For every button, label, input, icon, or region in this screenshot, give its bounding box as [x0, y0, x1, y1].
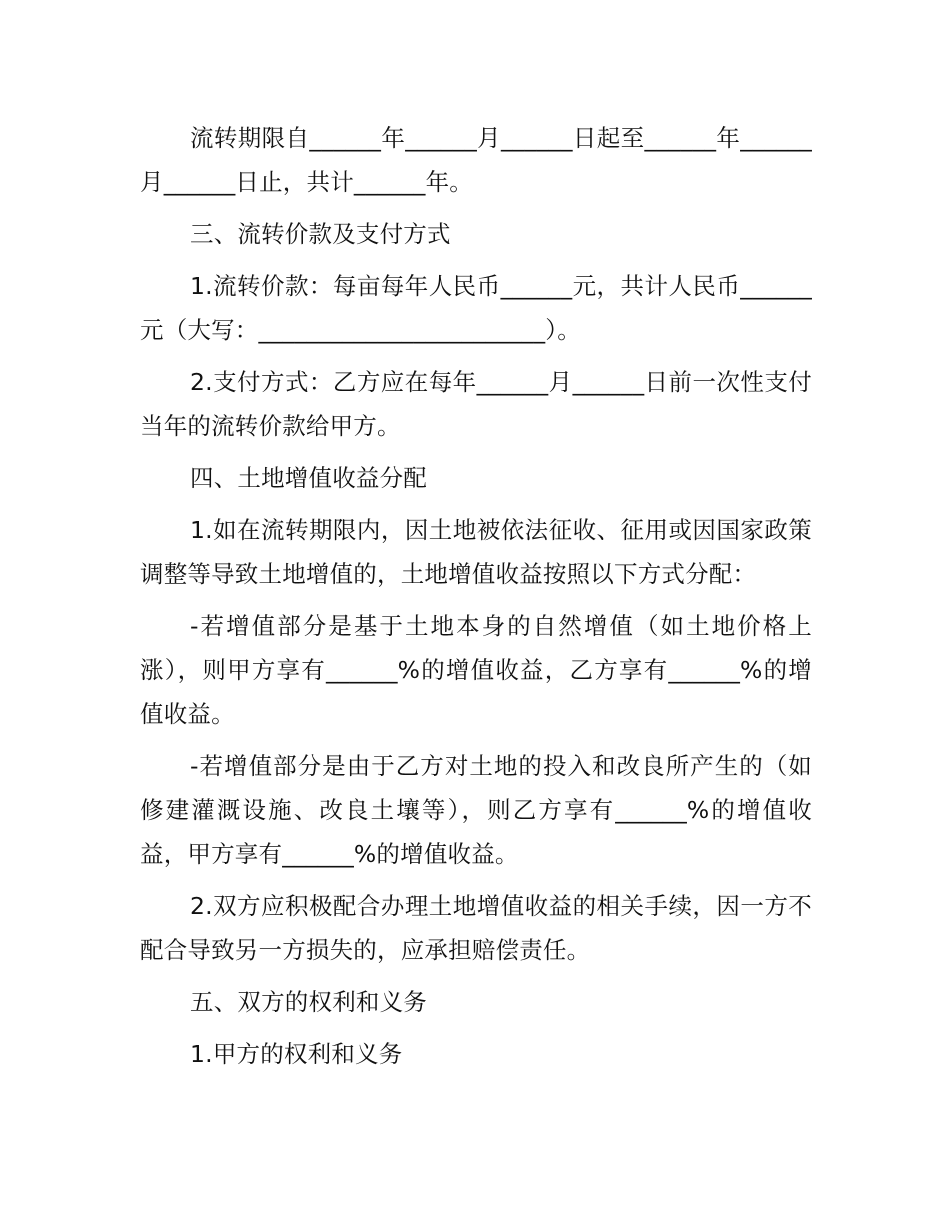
paragraph-payment-method: 2.支付方式：乙方应在每年______月______日前一次性支付当年的流转价款给甲方。 [140, 368, 812, 440]
section-heading-value-added-income: 四、土地增值收益分配 [190, 464, 427, 492]
document-page [140, 116, 812, 1084]
paragraph-natural-appreciation: -若增值部分是基于土地本身的自然增值（如土地价格上涨），则甲方享有______%的增值收益，乙方享有______%的增值收益。 [140, 612, 812, 728]
section-heading-price-payment: 三、流转价款及支付方式 [190, 220, 451, 248]
paragraph-transfer-period: 流转期限自______年______月______日起至______年______月______日止，共计______年。 [140, 124, 812, 196]
paragraph-improvement-appreciation: -若增值部分是由于乙方对土地的投入和改良所产生的（如修建灌溉设施、改良土壤等），则乙方享有______%的增值收益，甲方享有______%的增值收益。 [140, 752, 812, 868]
section-heading-rights-obligations: 五、双方的权利和义务 [190, 988, 427, 1016]
subheading-party-a-rights: 1.甲方的权利和义务 [190, 1040, 403, 1068]
paragraph-cooperation-obligation: 2.双方应积极配合办理土地增值收益的相关手续，因一方不配合导致另一方损失的，应承担赔偿责任。 [140, 892, 812, 964]
paragraph-value-added-distribution: 1.如在流转期限内，因土地被依法征收、征用或因国家政策调整等导致土地增值的，土地增值收益按照以下方式分配： [140, 516, 812, 588]
paragraph-transfer-price: 1.流转价款：每亩每年人民币______元，共计人民币______元（大写：________________________）。 [140, 272, 812, 344]
